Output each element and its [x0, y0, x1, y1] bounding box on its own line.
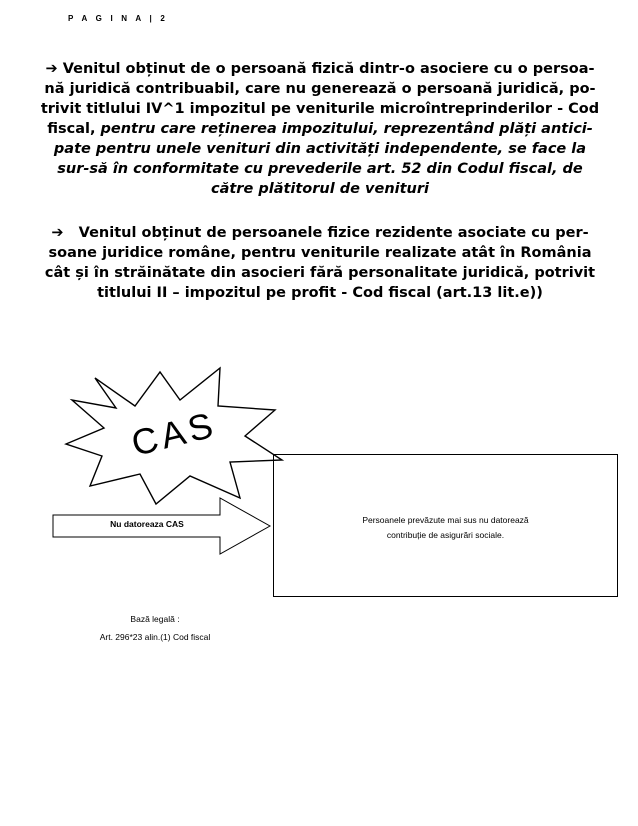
legal-basis	[60, 610, 250, 646]
page-header: P A G I N A | 2	[68, 14, 169, 23]
cas-burst	[60, 358, 290, 506]
paragraph1-text: Venitul obținut de o persoană fizică dintr-o asociere cu o persoa-nă juridică contribuabil, care nu generează o persoană juridică, po-trivit titlului IV^1 impozitul pe veniturile microîntreprinderilor - Cod fiscal,	[40, 61, 600, 137]
legal-basis-title: Bază legală :	[130, 614, 180, 624]
cas-label: CAS	[127, 403, 221, 464]
paragraph2-text: Venitul obținut de persoanele fizice rezidente asociate cu per-soane juridice române, pentru veniturile realizate atât în România cât și în străinătate din asocieri fără personalitate juridică, potrivit titlului II – impozitul pe profit - Cod fiscal (art.13 lit.e))	[44, 225, 596, 301]
info-box-line1: Persoanele prevăzute mai sus nu datorează	[362, 515, 529, 525]
arrow-bullet-icon: ➔	[51, 225, 64, 241]
burst-shape-icon	[60, 358, 290, 506]
info-box-text	[274, 513, 617, 543]
no-cas-arrow	[52, 497, 272, 555]
paragraph-association-income	[40, 223, 600, 303]
paragraph1-italic-text: pentru care reținerea impozitului, reprezentând plăți antici-pate pentru unele venituri din activități independente, se face la sur-să în conformitate cu prevederile art. 52 din Codul fiscal, de către plătitorul de venituri	[53, 121, 593, 197]
info-box-line2: contribuție de asigurări sociale.	[386, 530, 505, 540]
arrow-label: Nu datoreaza CAS	[110, 519, 184, 529]
paragraph-microenterprise-income	[40, 59, 600, 199]
legal-basis-reference: Art. 296*23 alin.(1) Cod fiscal	[99, 632, 211, 642]
info-box	[273, 454, 618, 597]
arrow-bullet-icon: ➔	[45, 61, 58, 77]
